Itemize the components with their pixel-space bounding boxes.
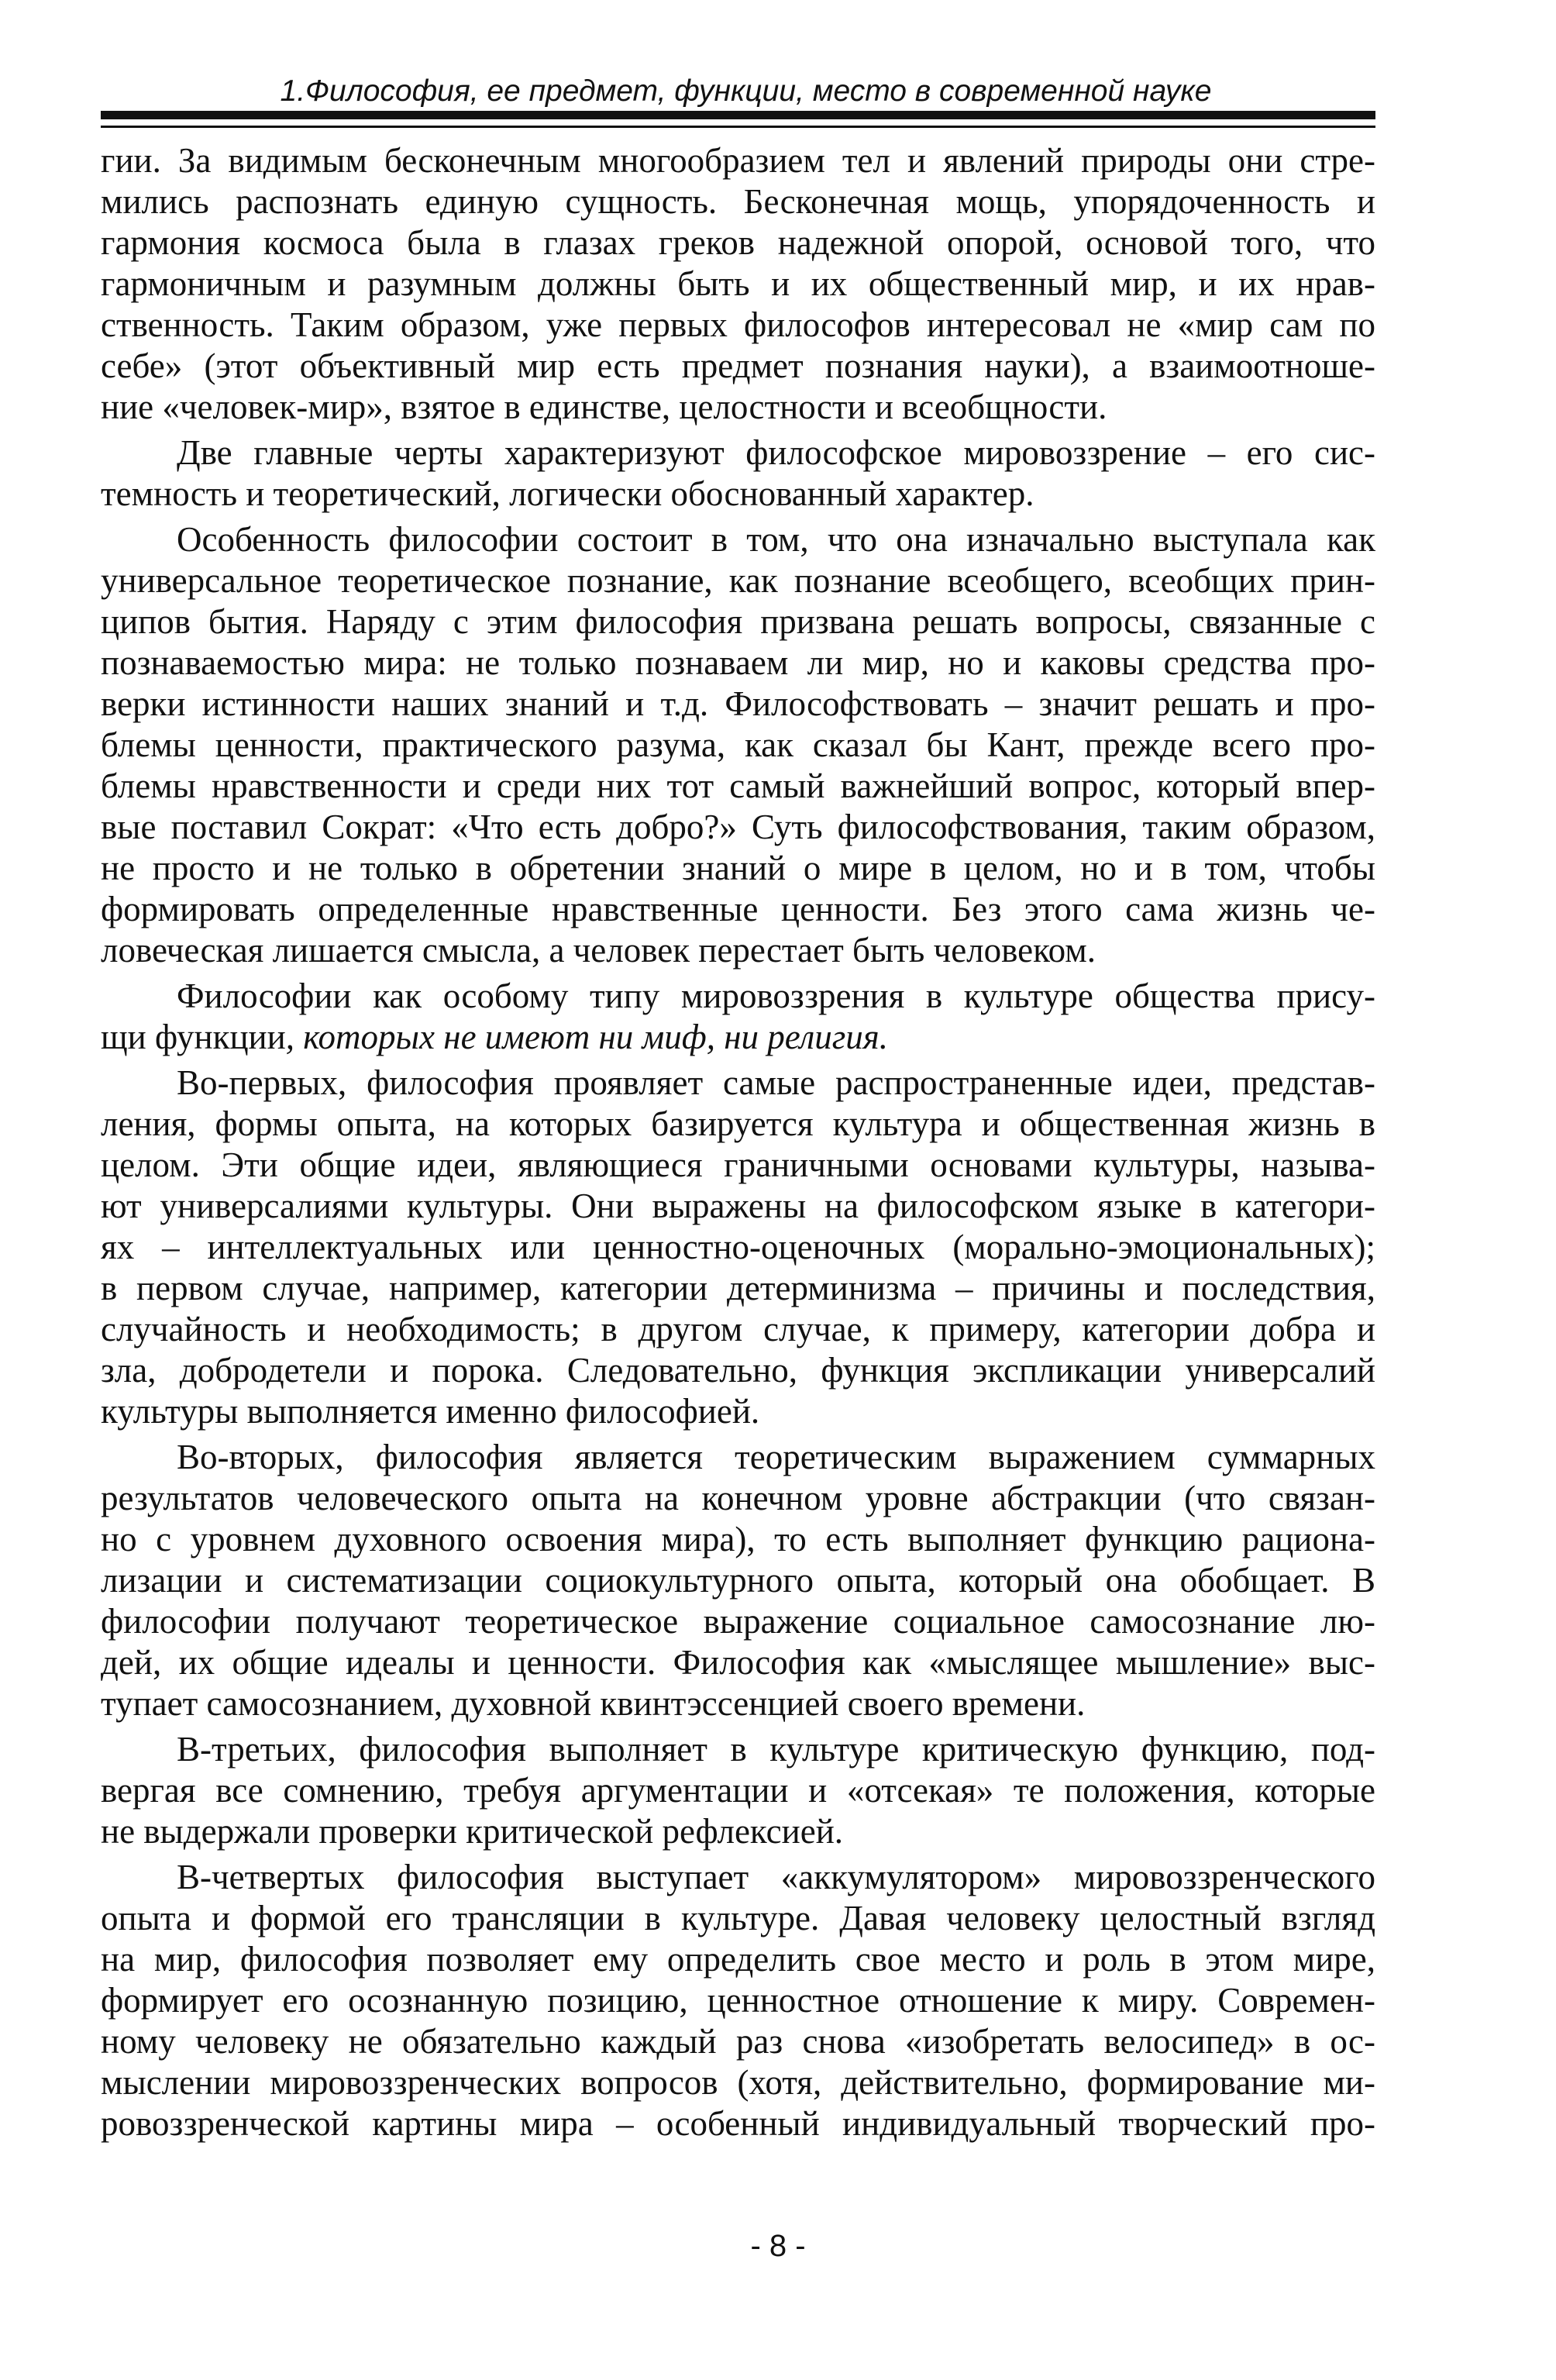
text-line: темность и теоретический, логически обоснованный характер. bbox=[101, 474, 1034, 513]
text-line: формирует его осознанную позицию, ценностное отношение к миру. Современ- bbox=[101, 1981, 1375, 2020]
text-line: блемы нравственности и среди них тот самый важнейший вопрос, который впер- bbox=[101, 766, 1375, 805]
text-line: вергая все сомнению, требуя аргументации и «отсекая» те положения, которые bbox=[101, 1771, 1375, 1810]
paragraph bbox=[101, 1857, 1375, 2144]
text-line: на мир, философия позволяет ему определить свое место и роль в этом мире, bbox=[101, 1940, 1375, 1979]
text-line bbox=[101, 1017, 1375, 1058]
text-line: дей, их общие идеалы и ценности. Философия как «мыслящее мышление» выс- bbox=[101, 1643, 1375, 1682]
paragraph bbox=[101, 1729, 1375, 1852]
running-header: 1.Философия, ее предмет, функции, место в современной науке bbox=[280, 74, 1212, 108]
text-line: но с уровнем духовного освоения мира), то есть выполняет функцию рациона- bbox=[101, 1520, 1375, 1559]
text-line: ние «человек-мир», взятое в единстве, целостности и всеобщности. bbox=[101, 387, 1107, 426]
paragraph bbox=[101, 140, 1375, 428]
text-line: В-четвертых философия выступает «аккумулятором» мировоззренческого bbox=[177, 1858, 1375, 1896]
text-line: не просто и не только в обретении знаний о мире в целом, но и в том, чтобы bbox=[101, 849, 1375, 887]
text-line: ют универсалиями культуры. Они выражены на философском языке в категори- bbox=[101, 1187, 1375, 1225]
text-span: щи функции bbox=[101, 1018, 286, 1056]
text-line: В-третьих, философия выполняет в культуре критическую функцию, под- bbox=[177, 1730, 1375, 1769]
text-line: ления, формы опыта, на которых базируется культура и общественная жизнь в bbox=[101, 1104, 1375, 1143]
page-number: - 8 - bbox=[750, 2229, 806, 2263]
text-line: гармония космоса была в глазах греков надежной опорой, основой того, что bbox=[101, 223, 1375, 262]
body-text bbox=[101, 140, 1375, 2149]
header-rule-thin bbox=[101, 126, 1375, 128]
text-line: лизации и систематизации социокультурного опыта, который она обобщает. В bbox=[101, 1561, 1375, 1600]
text-line: ственность. Таким образом, уже первых философов интересовал не «мир сам по bbox=[101, 305, 1375, 344]
text-line: универсальное теоретическое познание, как познание всеобщего, всеобщих прин- bbox=[101, 561, 1375, 600]
header-rule-thick bbox=[101, 111, 1375, 119]
text-line: ловеческая лишается смысла, а человек перестает быть человеком. bbox=[101, 931, 1096, 970]
italic-text-span: , которых не имеют ни миф, ни религия. bbox=[285, 1018, 888, 1056]
text-line: результатов человеческого опыта на конечном уровне абстракции (что связан- bbox=[101, 1479, 1375, 1517]
text-line: гармоничным и разумным должны быть и их общественный мир, и их нрав- bbox=[101, 264, 1375, 303]
text-line: Философии как особому типу мировоззрения в культуре общества прису- bbox=[177, 976, 1375, 1015]
text-line: познаваемостью мира: не только познаваем ли мир, но и каковы средства про- bbox=[101, 643, 1375, 682]
paragraph bbox=[101, 1063, 1375, 1432]
text-line: опыта и формой его трансляции в культуре. Давая человеку целостный взгляд bbox=[101, 1899, 1375, 1937]
text-line: мились распознать единую сущность. Бесконечная мощь, упорядоченность и bbox=[101, 182, 1375, 221]
text-line: формировать определенные нравственные ценности. Без этого сама жизнь че- bbox=[101, 890, 1375, 928]
text-line: зла, добродетели и порока. Следовательно, функция экспликации универсалий bbox=[101, 1351, 1375, 1390]
text-line: ровоззренческой картины мира – особенный индивидуальный творческий про- bbox=[101, 2104, 1375, 2143]
paragraph bbox=[101, 519, 1375, 971]
paragraph bbox=[101, 432, 1375, 515]
text-line: верки истинности наших знаний и т.д. Философствовать – значит решать и про- bbox=[101, 684, 1375, 723]
text-line: ципов бытия. Наряду с этим философия призвана решать вопросы, связанные с bbox=[101, 602, 1375, 641]
text-line: Особенность философии состоит в том, что она изначально выступала как bbox=[177, 520, 1375, 559]
text-line: себе» (этот объективный мир есть предмет познания науки), а взаимоотноше- bbox=[101, 346, 1375, 385]
text-line: случайность и необходимость; в другом случае, к примеру, категории добра и bbox=[101, 1310, 1375, 1348]
text-line: блемы ценности, практического разума, как сказал бы Кант, прежде всего про- bbox=[101, 725, 1375, 764]
text-line: философии получают теоретическое выражение социальное самосознание лю- bbox=[101, 1602, 1375, 1641]
text-line: не выдержали проверки критической рефлексией. bbox=[101, 1812, 844, 1851]
text-line: мыслении мировоззренческих вопросов (хотя, действительно, формирование ми- bbox=[101, 2063, 1375, 2102]
text-line: вые поставил Сократ: «Что есть добро?» Суть философствования, таким образом, bbox=[101, 808, 1375, 846]
paragraph bbox=[101, 1437, 1375, 1724]
text-line: Во-вторых, философия является теоретическим выражением суммарных bbox=[177, 1438, 1375, 1476]
text-line: гии. За видимым бесконечным многообразием тел и явлений природы они стре- bbox=[101, 141, 1375, 180]
text-line: Во-первых, философия проявляет самые распространенные идеи, представ- bbox=[177, 1063, 1375, 1102]
text-line: тупает самосознанием, духовной квинтэссенцией своего времени. bbox=[101, 1684, 1086, 1723]
text-line: ях – интеллектуальных или ценностно-оценочных (морально-эмоциональных); bbox=[101, 1228, 1375, 1266]
text-line: целом. Эти общие идеи, являющиеся граничными основами культуры, называ- bbox=[101, 1145, 1375, 1184]
text-line: культуры выполняется именно философией. bbox=[101, 1392, 760, 1431]
text-line: Две главные черты характеризуют философское мировоззрение – его сис- bbox=[177, 433, 1375, 472]
text-line: ному человеку не обязательно каждый раз снова «изобретать велосипед» в ос- bbox=[101, 2022, 1375, 2061]
paragraph bbox=[101, 976, 1375, 1058]
text-line: в первом случае, например, категории детерминизма – причины и последствия, bbox=[101, 1269, 1375, 1307]
